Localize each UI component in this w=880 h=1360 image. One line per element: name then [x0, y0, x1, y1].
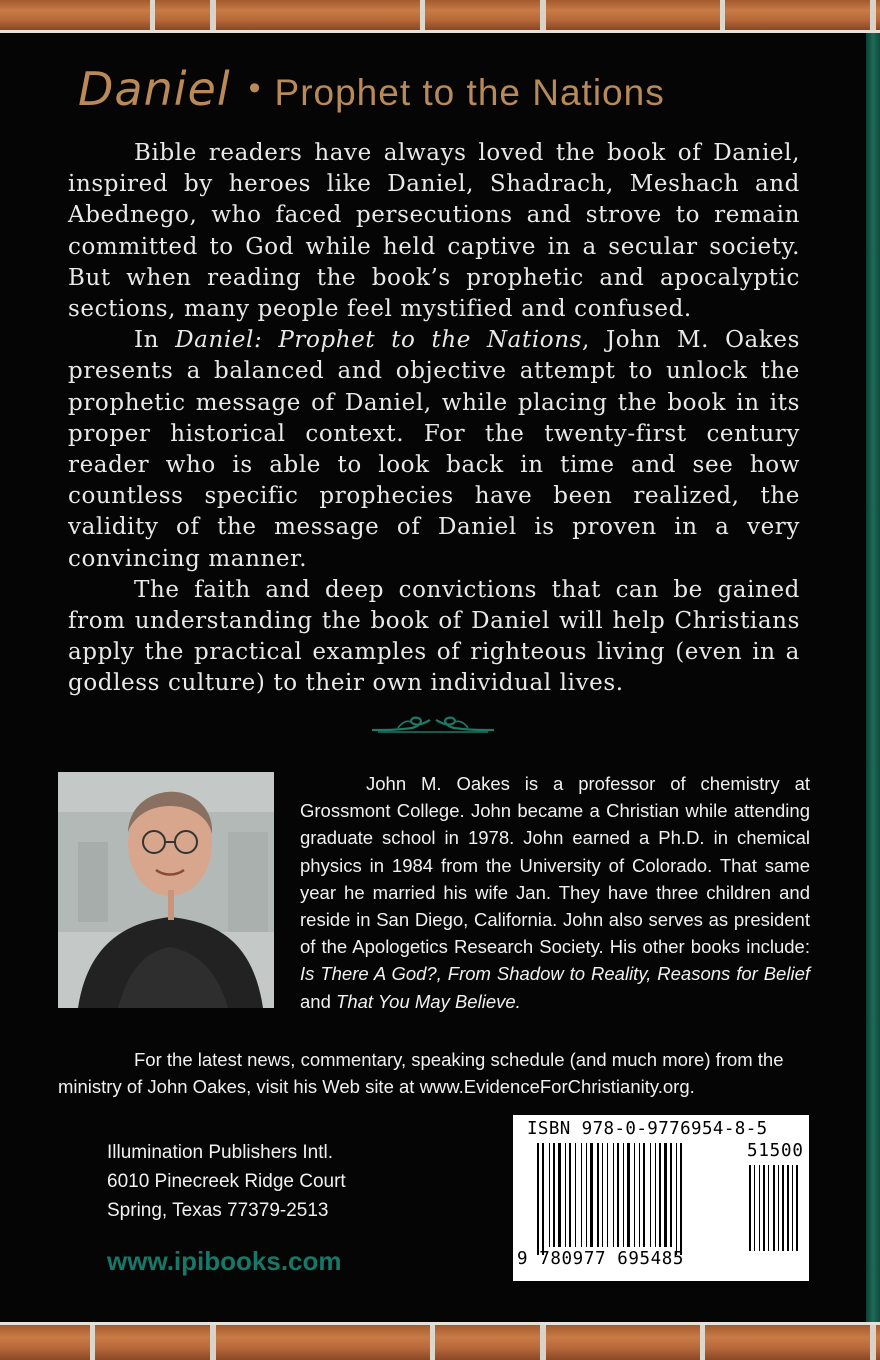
- barcode-bar: [542, 1143, 544, 1255]
- description-paragraph-2: [68, 325, 800, 575]
- barcode-bar: [627, 1143, 630, 1247]
- cover-title: [78, 62, 838, 116]
- isbn-label: ISBN 978-0-9776954-8-5: [527, 1119, 768, 1139]
- ornament-divider-icon: [368, 708, 498, 738]
- title-script: Daniel: [78, 62, 231, 116]
- barcode-bar: [597, 1143, 599, 1247]
- publisher-city: Spring, Texas 77379-2513: [107, 1200, 329, 1221]
- description-p2-prefix: In: [134, 327, 176, 354]
- brick-border-top: [0, 0, 880, 33]
- addon-bar: [796, 1165, 798, 1251]
- barcode-bar: [553, 1143, 555, 1247]
- author-photo: [58, 772, 274, 1008]
- barcode-bar: [602, 1143, 603, 1247]
- barcode-digits: 9 780977 695485: [517, 1249, 685, 1269]
- mortar-line: [430, 1325, 435, 1360]
- publisher-name: Illumination Publishers Intl.: [107, 1142, 333, 1163]
- addon-bar: [773, 1165, 775, 1251]
- barcode-bar: [549, 1143, 550, 1247]
- mortar-line: [90, 1325, 95, 1360]
- addon-bar: [792, 1165, 793, 1251]
- barcode-bar: [565, 1143, 566, 1247]
- addon-bar: [754, 1165, 755, 1251]
- barcode-bar: [650, 1143, 651, 1247]
- barcode-bar: [537, 1143, 539, 1255]
- mortar-line: [150, 0, 155, 30]
- addon-bar: [782, 1165, 784, 1251]
- mortar-line: [700, 1325, 705, 1360]
- mortar-line: [420, 0, 425, 30]
- addon-bar: [768, 1165, 769, 1251]
- barcode-bar: [586, 1143, 587, 1247]
- isbn-barcode: [513, 1115, 809, 1281]
- addon-bar: [763, 1165, 765, 1251]
- brick-border-bottom: [0, 1322, 880, 1360]
- barcode-bar: [670, 1143, 672, 1247]
- addon-bar: [749, 1165, 751, 1251]
- barcode-bar: [590, 1143, 593, 1247]
- publisher-website-link[interactable]: www.ipibooks.com: [107, 1246, 342, 1276]
- book-description: [68, 138, 800, 700]
- barcode-bar: [680, 1143, 682, 1255]
- title-subtitle: Prophet to the Nations: [274, 72, 665, 113]
- author-bio-text: John M. Oakes is a professor of chemistry at Grossmont College. John became a Christian while attending graduate school in 1978. John earned a Ph.D. in chemical physics in 1984 from the University of Colorado. That same year he married his wife Jan. They have three children and reside in San Diego, California. John also serves as president of the Apologetics Research Society. His other books include:: [300, 773, 810, 958]
- barcode-bar: [639, 1143, 640, 1247]
- title-separator: •: [248, 69, 261, 107]
- addon-bar: [778, 1165, 779, 1251]
- barcode-bar: [607, 1143, 608, 1247]
- barcode-bar: [655, 1143, 656, 1247]
- book-title-italic: Daniel: Prophet to the Nations: [175, 327, 583, 354]
- barcode-bar: [634, 1143, 635, 1247]
- description-paragraph-3: The faith and deep convictions that can be gained from understanding the book of Daniel will help Christians apply the practical examples of righteous living (even in a godless culture) to their own individual lives.: [68, 576, 800, 697]
- barcode-bar: [676, 1143, 677, 1255]
- publisher-address: [107, 1138, 467, 1225]
- barcode-bar: [664, 1143, 667, 1247]
- barcode-bar: [623, 1143, 624, 1247]
- addon-bar: [759, 1165, 760, 1251]
- barcode-bar: [643, 1143, 645, 1247]
- barcode-bar: [569, 1143, 571, 1247]
- addon-bar: [787, 1165, 789, 1251]
- barcode-bar: [575, 1143, 576, 1247]
- barcode-bar: [613, 1143, 614, 1247]
- barcode-bar: [617, 1143, 619, 1247]
- barcode-bar: [659, 1143, 661, 1247]
- description-p2-rest: , John M. Oakes presents a balanced and objective attempt to unlock the prophetic message of Daniel, while placing the book in its proper historical context. For the twenty-first century reader who is able to look back in time and see how countless specific prophecies have been realized, the validity of the message of Daniel is proven in a very convincing manner.: [68, 327, 800, 572]
- barcode-bar: [581, 1143, 582, 1247]
- description-paragraph-1: Bible readers have always loved the book of Daniel, inspired by heroes like Daniel, Shadrach, Meshach and Abednego, who faced persecutions and strove to remain committed to God while held captive in a secular society. But when reading the book’s prophetic and apocalyptic sections, many people feel mystified and confused.: [68, 140, 800, 323]
- author-other-books: Is There A God?, From Shadow to Reality, Reasons for Belief: [300, 963, 810, 985]
- price-addon-label: 51500: [747, 1141, 804, 1161]
- barcode-bar: [558, 1143, 561, 1247]
- author-portrait-icon: [58, 772, 274, 1008]
- author-bio-joiner: and: [300, 990, 337, 1012]
- author-other-book-last: That You May Believe.: [336, 990, 521, 1012]
- mortar-line: [720, 0, 725, 30]
- author-bio: [300, 770, 810, 1015]
- author-website-note: For the latest news, commentary, speaking schedule (and much more) from the ministry of John Oakes, visit his Web site at www.EvidenceForChristianity.org.: [58, 1049, 784, 1098]
- spine-edge: [866, 33, 880, 1322]
- publisher-street: 6010 Pinecreek Ridge Court: [107, 1171, 346, 1192]
